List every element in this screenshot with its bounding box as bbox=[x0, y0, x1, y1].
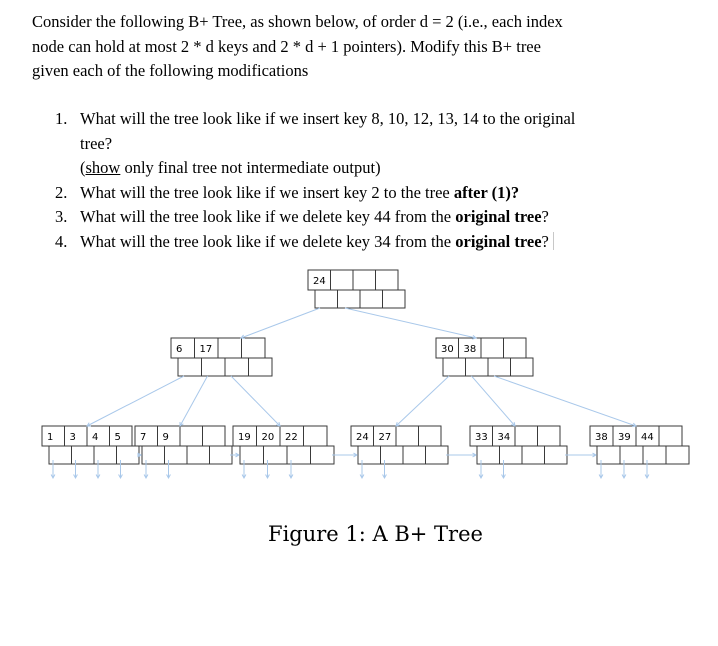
leaf-node-2-key-1: 7 bbox=[140, 432, 147, 443]
leaf-node-1-key-3: 4 bbox=[92, 432, 99, 443]
leaf-node-3-key-2: 20 bbox=[261, 432, 275, 443]
leaf-node-6-key-3: 44 bbox=[641, 432, 654, 443]
leaf-node-4-key-1: 24 bbox=[356, 432, 369, 443]
pointer-index-1-to-leaf-1 bbox=[87, 376, 184, 426]
question-3: 3. What will the tree look like if we delete key 44 from the original tree? bbox=[55, 205, 695, 230]
bold-phrase: after (1)? bbox=[453, 182, 520, 202]
question-number: 3. bbox=[55, 207, 68, 226]
leaf-node-1-key-4: 5 bbox=[114, 432, 121, 443]
index-node-2-key-2: 38 bbox=[463, 344, 477, 355]
question-1-line-2: tree? bbox=[80, 133, 113, 153]
index-node-1-key-1: 6 bbox=[176, 344, 183, 355]
pointer-root-right bbox=[345, 308, 476, 338]
leaf-node-6-key-2: 39 bbox=[618, 432, 631, 443]
pointer-index-1-to-leaf-2 bbox=[180, 376, 208, 426]
pointer-root-left bbox=[241, 308, 320, 338]
intro-line-2: node can hold at most 2 * d keys and 2 * d + 1 pointers). Modify this B+ tree bbox=[32, 36, 541, 56]
leaf-node-5-key-2: 34 bbox=[497, 432, 511, 443]
question-number: 1. bbox=[55, 109, 68, 128]
leaf-node-1-key-1: 1 bbox=[47, 432, 54, 443]
leaf-node-3-key-3: 22 bbox=[285, 432, 298, 443]
question-2: 2. What will the tree look like if we insert key 2 to the tree after (1)? bbox=[55, 181, 695, 206]
index-node-1-key-2: 17 bbox=[199, 344, 213, 355]
question-number: 2. bbox=[55, 182, 68, 202]
leaf-node-5-key-1: 33 bbox=[475, 432, 488, 443]
leaf-node-3-key-1: 19 bbox=[238, 432, 251, 443]
bold-phrase: original tree bbox=[455, 207, 542, 226]
question-number: 4. bbox=[55, 231, 68, 251]
leaf-node-1-key-2: 3 bbox=[69, 432, 76, 443]
leaf-node-2-key-2: 9 bbox=[162, 432, 169, 443]
index-node-2-key-1: 30 bbox=[441, 344, 454, 355]
intro-line-3: given each of the following modifications bbox=[32, 61, 309, 80]
pointer-index-2-to-leaf-6 bbox=[494, 376, 636, 426]
root-node-key-1: 24 bbox=[313, 276, 326, 287]
figure-caption: Figure 1: A B+ Tree bbox=[268, 522, 483, 546]
intro-line-1: Consider the following B+ Tree, as shown below, of order d = 2 (i.e., each index bbox=[32, 12, 563, 31]
underlined-word: show bbox=[85, 158, 121, 177]
question-4: 4. What will the tree look like if we delete key 34 from the original tree? bbox=[55, 230, 695, 255]
bold-phrase: original tree bbox=[455, 231, 542, 251]
pointer-index-2-to-leaf-5 bbox=[472, 376, 516, 426]
leaf-node-6-key-1: 38 bbox=[595, 432, 608, 443]
question-1-note: (show only final tree not intermediate output) bbox=[80, 158, 381, 177]
pointer-index-1-to-leaf-3 bbox=[231, 376, 280, 426]
question-1-line-1: What will the tree look like if we insert key 8, 10, 12, 13, 14 to the original bbox=[80, 109, 576, 128]
pointer-index-2-to-leaf-4 bbox=[396, 376, 449, 426]
leaf-node-4-key-2: 27 bbox=[378, 432, 392, 443]
